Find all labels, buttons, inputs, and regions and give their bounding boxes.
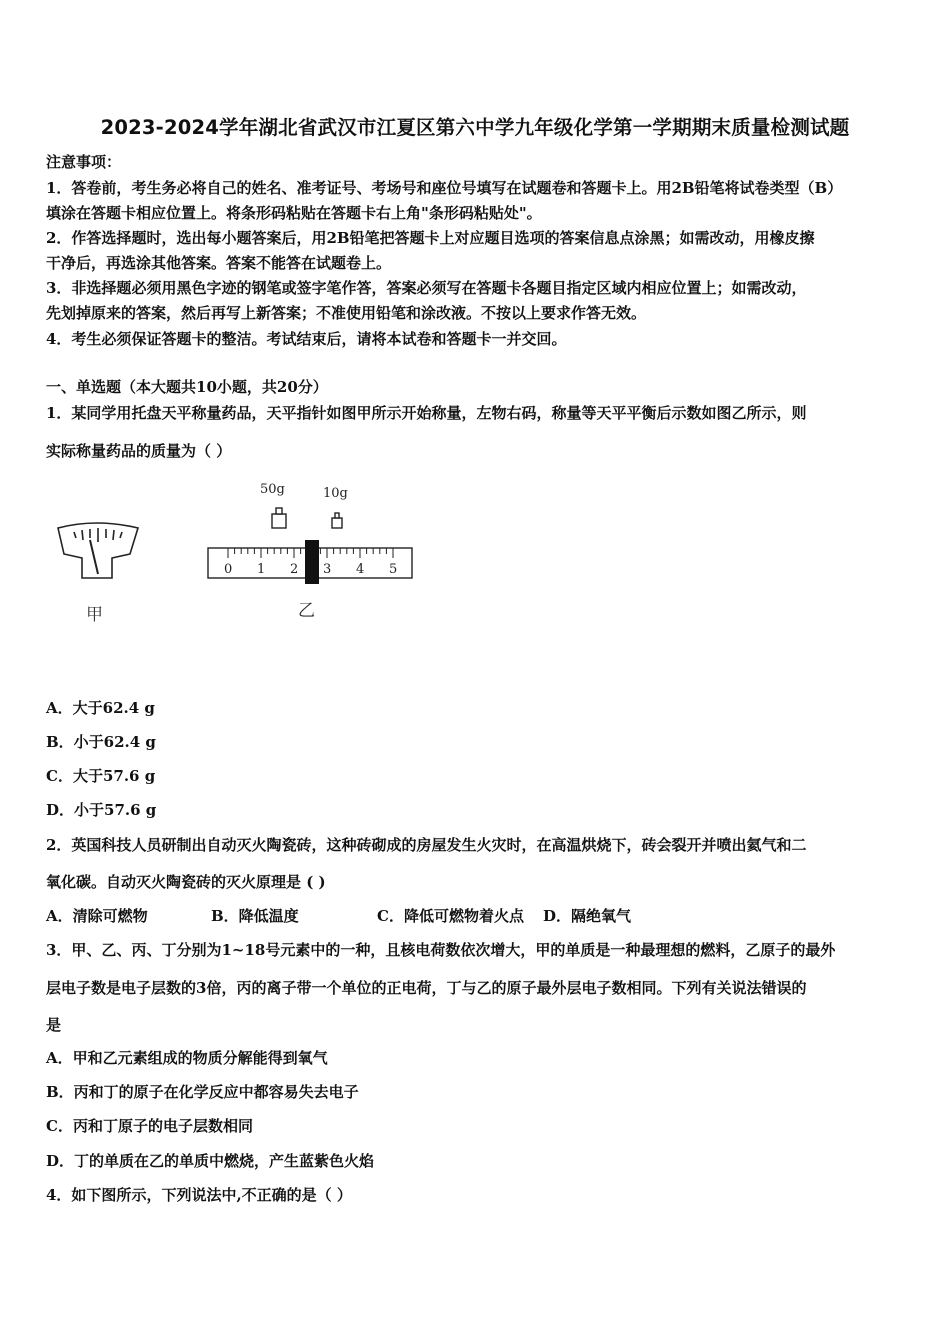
question-2-text: 氧化碳。自动灭火陶瓷砖的灭火原理是 ( ) xyxy=(46,873,326,891)
notice-line: 干净后，再选涂其他答案。答案不能答在试题卷上。 xyxy=(46,254,392,272)
question-1-text: 实际称量药品的质量为（ ） xyxy=(46,442,232,460)
weight-10g xyxy=(332,513,342,528)
notice-line: 填涂在答题卡相应位置上。将条形码粘贴在答题卡右上角"条形码粘贴处"。 xyxy=(46,204,542,222)
question-4-text: 4．如下图所示，下列说法中,不正确的是（ ） xyxy=(46,1186,352,1204)
q2-option-b[interactable]: B．降低温度 xyxy=(211,907,299,925)
q1-option-c[interactable]: C．大于57.6 g xyxy=(46,767,156,785)
rider xyxy=(305,540,319,584)
notice-line: 1．答卷前，考生务必将自己的姓名、准考证号、考场号和座位号填写在试题卷和答题卡上。用2B铅笔将试卷类型（B） xyxy=(46,179,843,197)
notice-line: 3．非选择题必须用黑色字迹的钢笔或签字笔作答，答案必须写在答题卡各题目指定区域内相应位置上；如需改动， xyxy=(46,279,807,297)
question-3-text: 3．甲、乙、丙、丁分别为1~18号元素中的一种，且核电荷数依次增大，甲的单质是一种最理想的燃料，乙原子的最外 xyxy=(46,941,836,959)
question-3-text: 是 xyxy=(46,1016,62,1034)
q3-option-a[interactable]: A．甲和乙元素组成的物质分解能得到氧气 xyxy=(46,1049,328,1067)
notice-line: 2．作答选择题时，选出每小题答案后，用2B铅笔把答题卡上对应题目选项的答案信息点涂黑；如需改动，用橡皮擦 xyxy=(46,229,815,247)
scale-tick-label: 2 xyxy=(290,562,299,577)
scale-tick-label: 1 xyxy=(257,562,266,577)
question-3-text: 层电子数是电子层数的3倍，丙的离子带一个单位的正电荷，丁与乙的原子最外层电子数相同。下列有关说法错误的 xyxy=(46,979,807,997)
figure-caption-a: 甲 xyxy=(86,605,103,625)
q1-option-a[interactable]: A．大于62.4 g xyxy=(46,699,155,717)
notice-heading: 注意事项： xyxy=(46,153,122,171)
q2-option-c[interactable]: C．降低可燃物着火点 xyxy=(377,907,524,925)
scale-tick-label: 3 xyxy=(323,562,332,577)
q2-option-a[interactable]: A．清除可燃物 xyxy=(46,907,148,925)
q3-option-d[interactable]: D．丁的单质在乙的单质中燃烧，产生蓝紫色火焰 xyxy=(46,1152,375,1170)
scale-tick-label: 0 xyxy=(224,562,233,577)
scale-tick-label: 4 xyxy=(356,562,365,577)
weight-50g-label: 50g xyxy=(260,482,285,497)
q1-option-b[interactable]: B．小于62.4 g xyxy=(46,733,156,751)
question-2-text: 2．英国科技人员研制出自动灭火陶瓷砖，这种砖砌成的房屋发生火灾时，在高温烘烧下，砖会裂开并喷出氦气和二 xyxy=(46,836,807,854)
q3-option-b[interactable]: B．丙和丁的原子在化学反应中都容易失去电子 xyxy=(46,1083,359,1101)
question-1-text: 1．某同学用托盘天平称量药品，天平指针如图甲所示开始称量，左物右码，称量等天平平衡后示数如图乙所示，则 xyxy=(46,404,807,422)
notice-line: 4．考生必须保证答题卡的整洁。考试结束后，请将本试卷和答题卡一并交回。 xyxy=(46,330,567,348)
weight-50g xyxy=(272,508,286,528)
page-title: 2023-2024学年湖北省武汉市江夏区第六中学九年级化学第一学期期末质量检测试题 xyxy=(100,116,850,139)
section-heading: 一、单选题（本大题共10小题，共20分） xyxy=(46,378,328,396)
scale-tick-label: 5 xyxy=(389,562,398,577)
q1-option-d[interactable]: D．小于57.6 g xyxy=(46,801,157,819)
pointer-dial xyxy=(58,523,138,578)
notice-line: 先划掉原来的答案，然后再写上新答案；不准使用铅笔和涂改液。不按以上要求作答无效。 xyxy=(46,304,647,322)
figure-caption-b: 乙 xyxy=(298,601,315,621)
q3-option-c[interactable]: C．丙和丁原子的电子层数相同 xyxy=(46,1117,253,1135)
balance-figure-drawing xyxy=(46,470,466,630)
balance-figure xyxy=(46,470,466,630)
weight-10g-label: 10g xyxy=(323,486,348,501)
q2-option-d[interactable]: D．隔绝氧气 xyxy=(543,907,632,925)
